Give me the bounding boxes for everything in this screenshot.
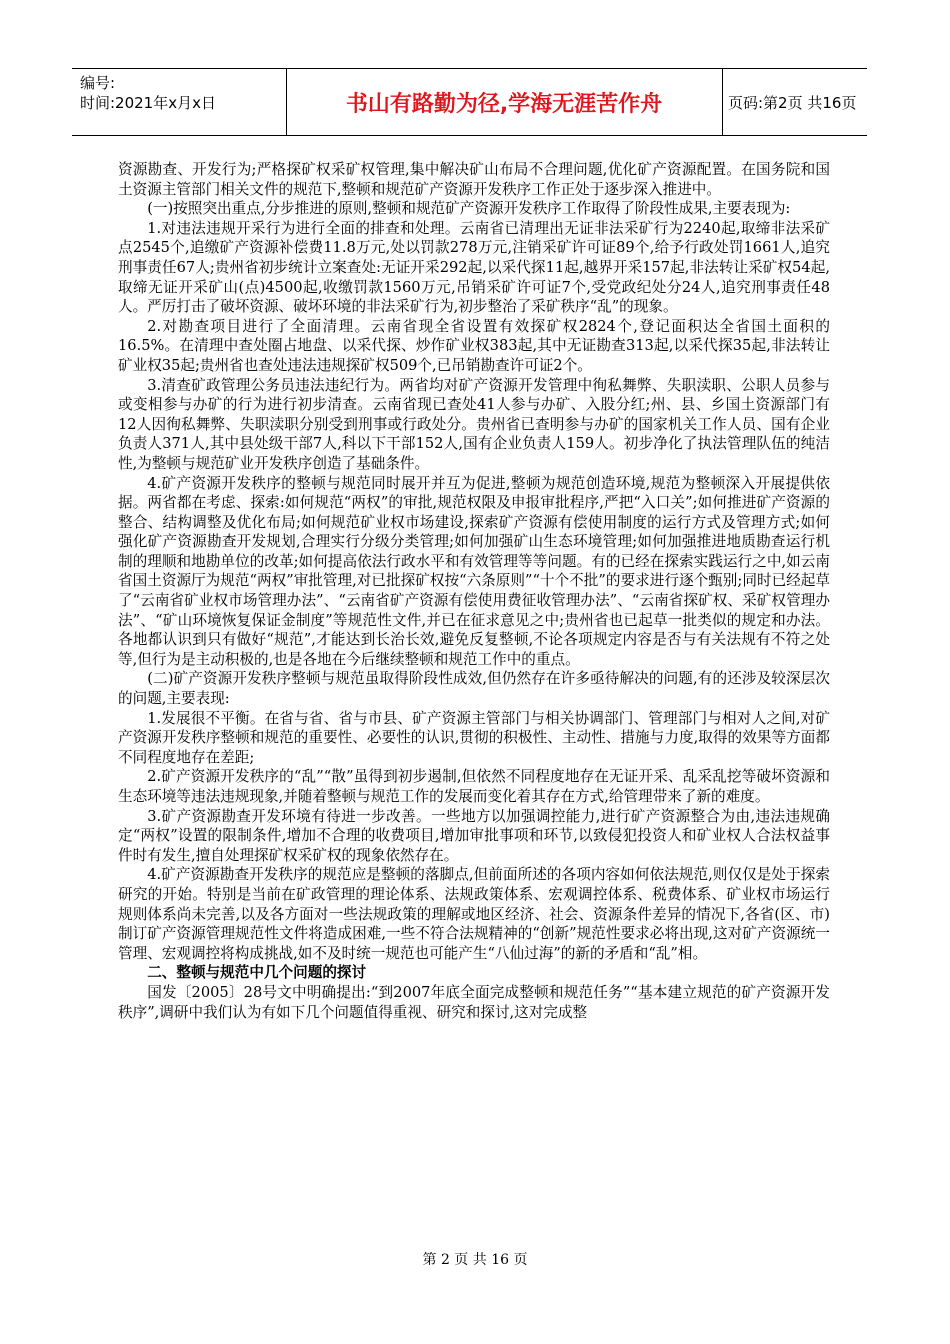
document-body (118, 160, 830, 1022)
document-number-label: 编号: (80, 74, 116, 92)
header-page-number: 页码:第2页 共16页 (728, 93, 857, 112)
body-paragraph: (二)矿产资源开发秩序整顿与规范虽取得阶段性成效,但仍然存在许多亟待解决的问题,有的还涉及较深层次的问题,主要表现: (118, 670, 830, 708)
document-time-label: 时间:2021年x月x日 (80, 94, 216, 112)
page-header (72, 68, 867, 136)
body-paragraph: 3.清查矿政管理公务员违法违纪行为。两省均对矿产资源开发管理中徇私舞弊、失职渎职、公职人员参与或变相参与办矿的行为进行初步清查。云南省现已查处41人参与办矿、入股分红;州、县、乡国土资源部门有12人因徇私舞弊、失职渎职分别受到刑事或行政处分。贵州省已查明参与办矿的国家机关工作人员、国有企业负责人371人,其中县处级干部7人,科以下干部152人,国有企业负责人159人。初步净化了执法管理队伍的纯洁性,为整顿与规范矿业开发秩序创造了基础条件。 (118, 376, 830, 472)
body-paragraph: 1.发展很不平衡。在省与省、省与市县、矿产资源主管部门与相关协调部门、管理部门与相对人之间,对矿产资源开发秩序整顿和规范的重要性、必要性的认识,贯彻的积极性、主动性、措施与力度,取得的效果等方面都不同程度地存在差距; (118, 709, 830, 766)
body-paragraph: (一)按照突出重点,分步推进的原则,整顿和规范矿产资源开发秩序工作取得了阶段性成果,主要表现为: (147, 200, 791, 218)
body-paragraph: 2.矿产资源开发秩序的“乱”“散”虽得到初步遏制,但依然不同程度地存在无证开采、乱采乱挖等破坏资源和生态环境等违法违规现象,并随着整顿与规范工作的发展而变化着其存在方式,给管理带来了新的难度。 (118, 768, 830, 805)
page-footer: 第 2 页 共 16 页 (422, 1252, 528, 1268)
body-paragraph: 3.矿产资源勘查开发环境有待进一步改善。一些地方以加强调控能力,进行矿产资源整合为由,违法违规确定“两权”设置的限制条件,增加不合理的收费项目,增加审批事项和环节,以致侵犯投资人和矿业权人合法权益事件时有发生,擅自处理探矿权采矿权的现象依然存在。 (118, 807, 830, 864)
header-meta (72, 69, 287, 135)
body-paragraph: 4.矿产资源勘查开发秩序的规范应是整顿的落脚点,但前面所述的各项内容如何依法规范,则仅仅是处于探索研究的开始。特别是当前在矿政管理的理论体系、法规政策体系、宏观调控体系、税费体系、矿业权市场运行规则体系尚未完善,以及各方面对一些法规政策的理解或地区经济、社会、资源条件差异的情况下,各省(区、市)制订矿产资源管理规范性文件将造成困难,一些不符合法规精神的“创新”规范性要求必将出现,这对矿产资源统一管理、宏观调控将构成挑战,如不及时统一规范也可能产生“八仙过海”的新的矛盾和“乱”相。 (118, 866, 830, 962)
body-paragraph: 国发〔2005〕28号文中明确提出:“到2007年底全面完成整顿和规范任务”“基本建立规范的矿产资源开发秩序”,调研中我们认为有如下几个问题值得重视、研究和探讨,这对完成整 (118, 983, 830, 1021)
section-heading: 二、整顿与规范中几个问题的探讨 (147, 964, 367, 982)
body-paragraph: 1.对违法违规开采行为进行全面的排查和处理。云南省已清理出无证非法采矿行为2240起,取缔非法采矿点2545个,追缴矿产资源补偿费11.8万元,处以罚款278万元,注销采矿许可证89个,给予行政处罚1661人,追究刑事责任67人;贵州省初步统计立案查处:无证开采292起,以采代探11起,越界开采157起,非法转让采矿权54起,取缔无证开采矿山(点)4500起,收缴罚款1560万元,吊销采矿许可证7个,受党政纪处分24人,追究刑事责任48人。严厉打击了破坏资源、破坏环境的非法采矿行为,初步整治了采矿秩序“乱”的现象。 (118, 219, 830, 316)
body-paragraph: 4.矿产资源开发秩序的整顿与规范同时展开并互为促进,整顿为规范创造环境,规范为整顿深入开展提供依据。两省都在考虑、探索:如何规范“两权”的审批,规范权限及申报审批程序,严把“入口关”;如何推进矿产资源的整合、结构调整及优化布局;如何规范矿业权市场建设,探索矿产资源有偿使用制度的运行方式及管理方式;如何强化矿产资源勘查开发规划,合理实行分级分类管理;如何加强矿山生态环境管理;如何加强推进地质勘查运行机制的理顺和地勘单位的改革;如何提高依法行政水平和有效管理等等问题。有的已经在探索实践运行之中,如云南省国土资源厅为规范“两权”审批管理,对已批探矿权按“六条原则”“十个不批”的要求进行逐个甄别;同时已经起草了“云南省矿业权市场管理办法”、“云南省矿产资源有偿使用费征收管理办法”、“云南省探矿权、采矿权管理办法”、“矿山环境恢复保证金制度”等规范性文件,并已在征求意见之中;贵州省也已起草一批类似的规定和办法。各地都认识到只有做好“规范”,才能达到长治长效,避免反复整顿,不论各项规定内容是否与有关法规有不符之处等,但行为是主动积极的,也是各地在今后继续整顿和规范工作中的重点。 (118, 474, 830, 668)
header-motto: 书山有路勤为径,学海无涯苦作舟 (286, 69, 723, 135)
body-paragraph: 2.对勘查项目进行了全面清理。云南省现全省设置有效探矿权2824个,登记面积达全省国土面积的16.5%。在清理中查处圈占地盘、以采代探、炒作矿业权383起,其中无证勘查313起,以采代探35起,非法转让矿业权35起;贵州省也查处违法违规探矿权509个,已吊销勘查许可证2个。 (118, 317, 830, 374)
body-paragraph: 资源勘查、开发行为;严格探矿权采矿权管理,集中解决矿山布局不合理问题,优化矿产资源配置。在国务院和国土资源主管部门相关文件的规范下,整顿和规范矿产资源开发秩序工作正处于逐步深入推进中。 (118, 161, 830, 198)
